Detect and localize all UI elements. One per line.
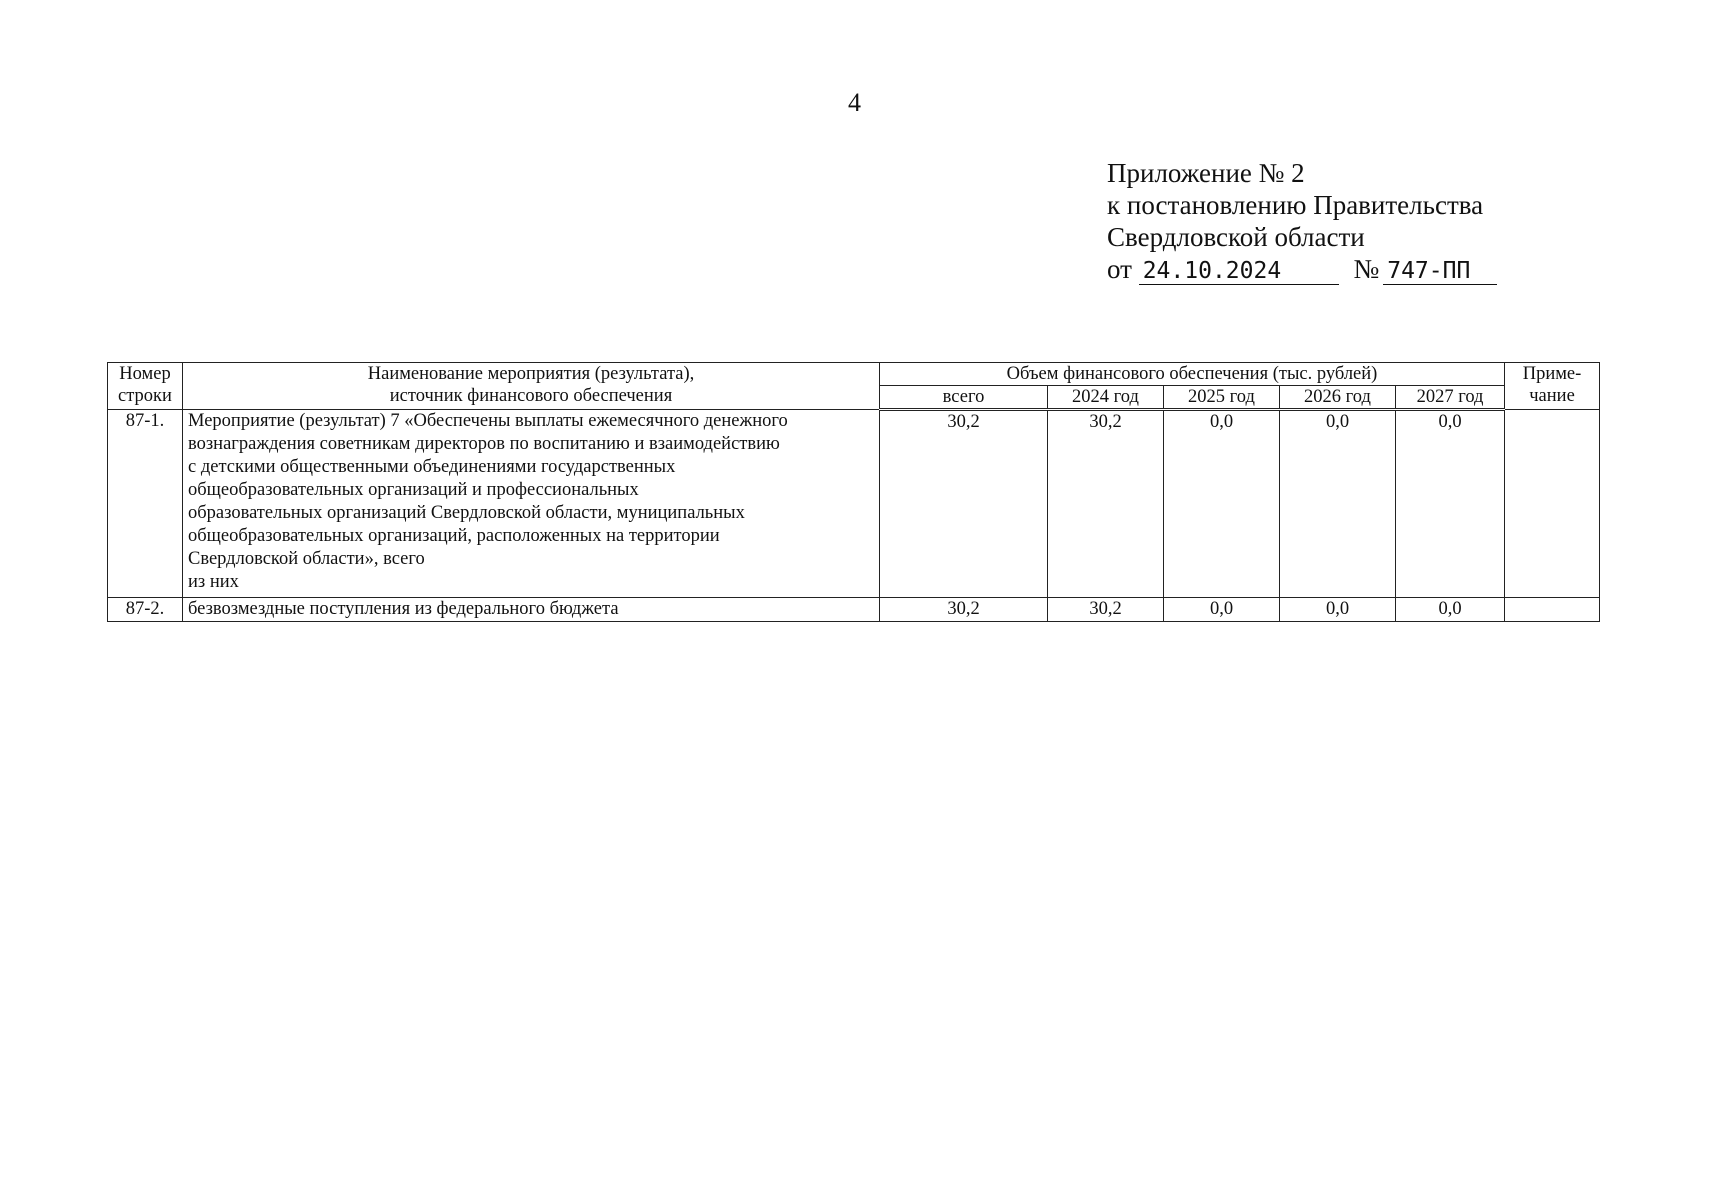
- number-label: №: [1353, 254, 1380, 284]
- row-2024: 30,2: [1048, 410, 1164, 598]
- row-2024: 30,2: [1048, 598, 1164, 622]
- appendix-subtitle: к постановлению Правительства: [1107, 190, 1484, 220]
- appendix-date-line: [1107, 253, 1497, 285]
- header-name-line1: Наименование мероприятия (результата),: [367, 364, 695, 384]
- row-2026: 0,0: [1280, 410, 1396, 598]
- page-number: 4: [848, 88, 861, 117]
- header-row-number-line2: строки: [118, 386, 172, 406]
- row-name-line: вознаграждения советникам директоров по воспитанию и взаимодействию: [188, 434, 780, 454]
- header-row-number-line1: Номер: [119, 364, 171, 384]
- header-row-number: [108, 363, 183, 410]
- row-name-line: общеобразовательных организаций, расположенных на территории: [188, 526, 720, 546]
- row-name-line: Свердловской области», всего: [188, 549, 425, 569]
- appendix-title: Приложение № 2: [1107, 158, 1305, 188]
- header-total: всего: [880, 386, 1048, 410]
- header-2027: 2027 год: [1396, 386, 1505, 410]
- row-name-line: Мероприятие (результат) 7 «Обеспечены выплаты ежемесячного денежного: [188, 411, 788, 431]
- row-note: [1505, 410, 1600, 598]
- row-2027: 0,0: [1396, 410, 1505, 598]
- row-total: 30,2: [880, 410, 1048, 598]
- row-name-line: образовательных организаций Свердловской области, муниципальных: [188, 503, 745, 523]
- funding-table: [107, 362, 1600, 622]
- header-2024: 2024 год: [1048, 386, 1164, 410]
- header-2025: 2025 год: [1164, 386, 1280, 410]
- header-name-line2: источник финансового обеспечения: [389, 386, 673, 406]
- row-2025: 0,0: [1164, 410, 1280, 598]
- row-name-line: с детскими общественными объединениями государственных: [188, 457, 676, 477]
- resolution-date: 24.10.2024: [1139, 258, 1339, 285]
- resolution-number: 747-ПП: [1383, 258, 1497, 285]
- appendix-region: Свердловской области: [1107, 222, 1365, 252]
- row-2025: 0,0: [1164, 598, 1280, 622]
- row-note: [1505, 598, 1600, 622]
- header-funding: Объем финансового обеспечения (тыс. рублей): [880, 363, 1505, 386]
- row-name-line: общеобразовательных организаций и профессиональных: [188, 480, 639, 500]
- header-note: [1505, 363, 1600, 410]
- row-number: 87-1.: [108, 410, 183, 598]
- row-total: 30,2: [880, 598, 1048, 622]
- from-label: от: [1107, 254, 1132, 284]
- row-name: безвозмездные поступления из федерального бюджета: [183, 598, 880, 622]
- row-2027: 0,0: [1396, 598, 1505, 622]
- appendix-block: [1107, 157, 1497, 285]
- table-row: [108, 598, 1600, 622]
- header-2026: 2026 год: [1280, 386, 1396, 410]
- row-name-line: из них: [188, 572, 239, 592]
- table-row: [108, 410, 1600, 598]
- row-name: [183, 410, 880, 598]
- row-2026: 0,0: [1280, 598, 1396, 622]
- row-number: 87-2.: [108, 598, 183, 622]
- header-row-top: [108, 363, 1600, 386]
- header-name: [183, 363, 880, 410]
- header-note-line2: чание: [1529, 386, 1575, 406]
- header-note-line1: Приме-: [1522, 364, 1582, 384]
